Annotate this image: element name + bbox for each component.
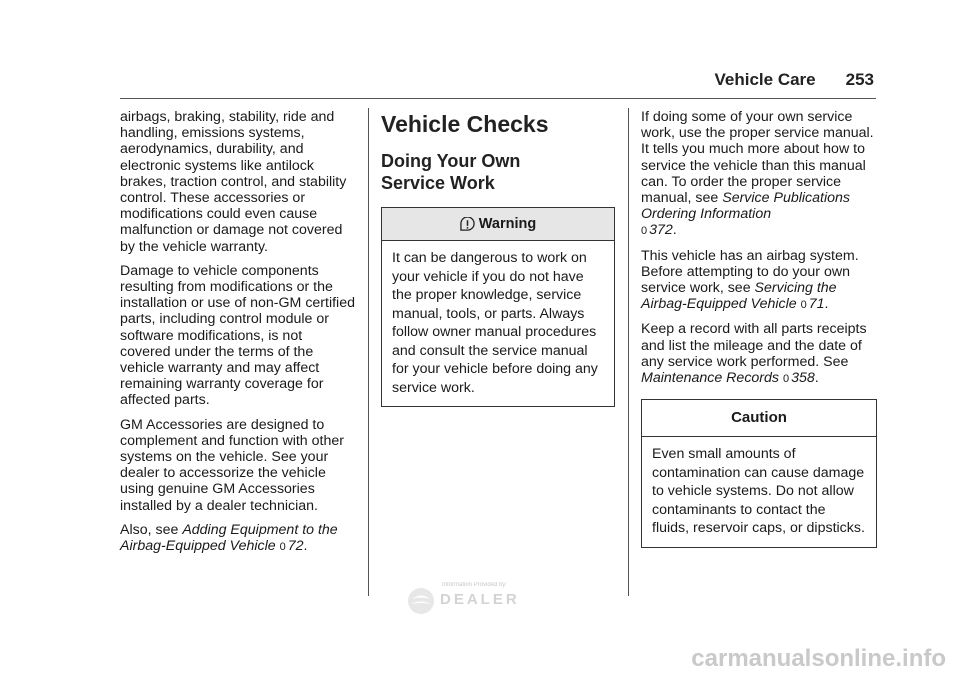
site-watermark: carmanualsonline.info <box>691 645 946 672</box>
cross-reference-link[interactable]: Servicing the Airbag-Equipped Vehicle <box>641 280 837 313</box>
cross-reference-link[interactable]: Maintenance Records <box>641 370 780 387</box>
cross-reference-link[interactable]: Service Publications Ordering Information <box>641 190 850 223</box>
text: . <box>303 538 308 555</box>
text: This vehicle has an airbag system. Before attempting to do your own service work, see <box>641 247 859 297</box>
page-ref-arrow: 0 <box>800 299 807 312</box>
section-title: Vehicle Care <box>714 70 816 89</box>
page-ref-arrow: 0 <box>782 373 790 386</box>
page-reference[interactable]: 71 <box>808 296 825 313</box>
page-ref-arrow: 0 <box>279 541 286 554</box>
section-heading: Vehicle Checks <box>381 111 549 137</box>
column-1 <box>120 109 356 563</box>
logo-wordmark: DEALER <box>440 591 520 608</box>
cross-reference-link[interactable]: Adding Equipment to the Airbag-Equipped Vehicle <box>120 521 338 555</box>
column-2 <box>381 109 615 407</box>
paragraph: Damage to vehicle components resulting from modifications or the installation or use of non-GM certified parts, including control module or software modifications, is not covered under the terms of the vehicle warranty and may affect remaining warranty coverage for affected parts. <box>120 262 355 409</box>
paragraph <box>641 248 877 314</box>
header-rule <box>120 98 876 99</box>
caution-header: Caution <box>642 400 876 437</box>
page-number: 253 <box>845 70 874 89</box>
page-reference[interactable]: 358 <box>791 370 815 387</box>
text: . <box>824 296 829 313</box>
paragraph <box>120 522 356 555</box>
warning-body: It can be dangerous to work on your vehicle if you do not have the proper knowledge, service manual, tools, or parts. Always follow owner manual procedures and consult the service manual for your vehicle before doing any service work. <box>392 250 598 396</box>
caution-body: Even small amounts of contamination can cause damage to vehicle systems. Do not allow contaminants to contact the fluids, reservoir caps, or dipsticks. <box>652 446 865 537</box>
subsection-heading: Doing Your Own Service Work <box>381 151 521 193</box>
globe-icon <box>406 586 436 616</box>
column-divider-2 <box>628 108 629 596</box>
page-ref-arrow: 0 <box>641 225 648 238</box>
page-reference[interactable]: 372 <box>649 222 673 239</box>
paragraph <box>641 109 877 240</box>
paragraph: GM Accessories are designed to complement and function with other systems on the vehicle. See your dealer to accessorize the vehicle using genuine GM Accessories installed by a dealer technician. <box>120 416 344 514</box>
page-header <box>715 70 875 90</box>
text: . <box>814 370 819 387</box>
paragraph <box>641 321 877 387</box>
column-divider-1 <box>368 108 369 596</box>
warning-box <box>381 207 615 407</box>
caution-box <box>641 399 877 548</box>
column-3 <box>641 109 877 548</box>
dealer-logo <box>406 582 546 622</box>
text: . <box>672 222 677 239</box>
text: Also, see <box>120 521 183 538</box>
logo-caption: Information Provided by: <box>442 582 508 588</box>
warning-icon <box>460 217 475 232</box>
page-reference[interactable]: 72 <box>287 538 304 555</box>
text: Keep a record with all parts receipts and list the mileage and the date of any service work performed. See <box>641 321 867 370</box>
text: If doing some of your own service work, use the proper service manual. It tells you much more about how to service the vehicle than this manual can. To order the proper service manual, see <box>641 109 874 207</box>
paragraph: airbags, braking, stability, ride and handling, emissions systems, aerodynamics, durability, and electronic systems like antilock brakes, traction control, and stability control. These accessories or modifications could even cause malfunction or damage not covered by the vehicle warranty. <box>120 109 347 255</box>
warning-title: Warning <box>478 215 537 232</box>
warning-header <box>382 208 614 241</box>
